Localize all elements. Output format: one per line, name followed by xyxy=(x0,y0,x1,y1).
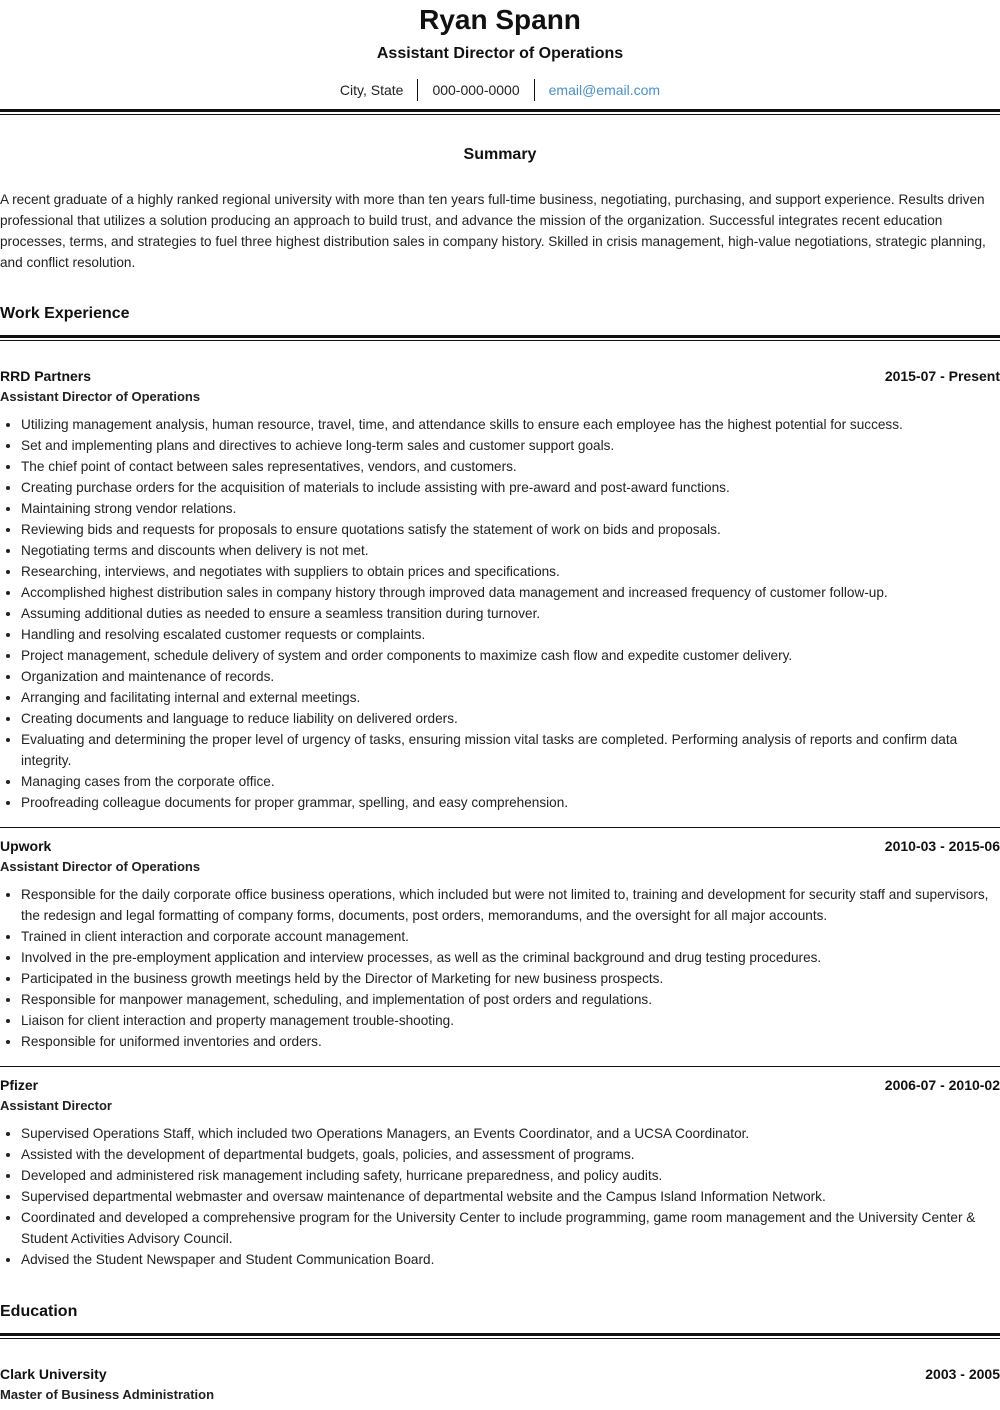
list-item: • Set and implementing plans and directives to achieve long-term sales and customer support goals. xyxy=(21,435,1000,456)
header-divider xyxy=(0,109,1000,115)
summary-section xyxy=(0,144,1000,273)
company-name: Upwork xyxy=(0,838,52,854)
list-item: • Supervised departmental webmaster and oversaw maintenance of departmental website and the Campus Island Information Network. xyxy=(21,1186,1000,1207)
list-item: • Participated in the business growth meetings held by the Director of Marketing for new business prospects. xyxy=(21,968,1000,989)
list-item: • Reviewing bids and requests for proposals to ensure quotations satisfy the statement of work on bids and proposals. xyxy=(21,519,1000,540)
job-role: Assistant Director of Operations xyxy=(0,859,201,874)
summary-text: A recent graduate of a highly ranked regional university with more than ten years full-time business, negotiating, purchasing, and support experience. Results driven professional that utilizes a solution producing an approach to build trust, and advance the mission of the organization. Successful integrates recent education processes, terms, and strategies to fuel three highest distribution sales in company history. Skilled in crisis management, high-value negotiations, strategic planning, and conflict resolution. xyxy=(0,192,986,270)
list-item: • Arranging and facilitating internal and external meetings. xyxy=(21,687,1000,708)
list-item: • Supervised Operations Staff, which included two Operations Managers, an Events Coordinator, and a UCSA Coordinator. xyxy=(21,1123,1000,1144)
school-name: Clark University xyxy=(0,1366,107,1382)
job-dates: 2015-07 - Present xyxy=(884,368,1000,384)
education-dates: 2003 - 2005 xyxy=(925,1366,1000,1382)
list-item: • Advised the Student Newspaper and Student Communication Board. xyxy=(21,1249,1000,1270)
list-item: • Coordinated and developed a comprehensive program for the University Center to include programming, game room management and the University Center & Student Activities Advisory Council. xyxy=(21,1207,1000,1249)
job-bullets xyxy=(0,414,1000,813)
list-item: • Managing cases from the corporate office. xyxy=(21,771,1000,792)
summary-heading: Summary xyxy=(463,146,537,163)
list-item: • Negotiating terms and discounts when delivery is not met. xyxy=(21,540,1000,561)
list-item: • Handling and resolving escalated customer requests or complaints. xyxy=(21,624,1000,645)
list-item: • Liaison for client interaction and property management trouble-shooting. xyxy=(21,1010,1000,1031)
list-item: • Accomplished highest distribution sales in company history through improved data management and increased frequency of customer follow-up. xyxy=(21,582,1000,603)
job-entry xyxy=(0,1075,1000,1270)
job-bullets xyxy=(0,884,1000,1052)
work-experience-heading: Work Experience xyxy=(0,305,130,322)
work-experience-section xyxy=(0,303,1000,1270)
list-item: • Researching, interviews, and negotiates with suppliers to obtain prices and specifications. xyxy=(21,561,1000,582)
list-item: • Organization and maintenance of records. xyxy=(21,666,1000,687)
location-text: City, State xyxy=(339,82,404,98)
job-bullets xyxy=(0,1123,1000,1270)
list-item: • Maintaining strong vendor relations. xyxy=(21,498,1000,519)
job-divider xyxy=(0,827,1000,828)
list-item: • The chief point of contact between sales representatives, vendors, and customers. xyxy=(21,456,1000,477)
candidate-title: Assistant Director of Operations xyxy=(376,45,624,62)
list-item: • Involved in the pre-employment application and interview processes, as well as the criminal background and drug testing procedures. xyxy=(21,947,1000,968)
resume-header xyxy=(0,0,1000,101)
list-item: • Utilizing management analysis, human resource, travel, time, and attendance skills to ensure each employee has the highest potential for success. xyxy=(21,414,1000,435)
list-item: • Creating documents and language to reduce liability on delivered orders. xyxy=(21,708,1000,729)
contact-line xyxy=(0,79,1000,101)
degree-name: Master of Business Administration xyxy=(0,1387,215,1402)
education-heading: Education xyxy=(0,1303,78,1320)
section-divider xyxy=(0,1333,1000,1339)
education-section xyxy=(0,1301,1000,1404)
section-divider xyxy=(0,335,1000,341)
job-divider xyxy=(0,1066,1000,1067)
list-item: • Responsible for uniformed inventories and orders. xyxy=(21,1031,1000,1052)
education-entry xyxy=(0,1364,1000,1404)
list-item: • Assuming additional duties as needed to ensure a seamless transition during turnover. xyxy=(21,603,1000,624)
list-item: • Project management, schedule delivery of system and order components to maximize cash flow and expedite customer delivery. xyxy=(21,645,1000,666)
list-item: • Responsible for manpower management, scheduling, and implementation of post orders and regulations. xyxy=(21,989,1000,1010)
job-dates: 2010-03 - 2015-06 xyxy=(884,838,1000,854)
candidate-name: Ryan Spann xyxy=(419,4,581,35)
list-item: • Developed and administered risk management including safety, hurricane preparedness, and policy audits. xyxy=(21,1165,1000,1186)
list-item: • Proofreading colleague documents for proper grammar, spelling, and easy comprehension. xyxy=(21,792,1000,813)
company-name: RRD Partners xyxy=(0,368,92,384)
job-role: Assistant Director xyxy=(0,1098,112,1113)
job-dates: 2006-07 - 2010-02 xyxy=(884,1077,1000,1093)
list-item: • Creating purchase orders for the acquisition of materials to include assisting with pre-award and post-award functions. xyxy=(21,477,1000,498)
job-entry xyxy=(0,836,1000,1052)
list-item: • Trained in client interaction and corporate account management. xyxy=(21,926,1000,947)
job-entry xyxy=(0,366,1000,813)
list-item: • Assisted with the development of departmental budgets, goals, policies, and assessment of programs. xyxy=(21,1144,1000,1165)
list-item: • Responsible for the daily corporate office business operations, which included but were not limited to, training and development for security staff and supervisors, the redesign and legal formatting of company forms, documents, post orders, memorandums, and the oversight for all major accounts. xyxy=(21,884,1000,926)
list-item: • Evaluating and determining the proper level of urgency of tasks, ensuring mission vital tasks are completed. Performing analysis of reports and confirm data integrity. xyxy=(21,729,1000,771)
job-role: Assistant Director of Operations xyxy=(0,389,201,404)
company-name: Pfizer xyxy=(0,1077,39,1093)
email-link[interactable]: email@email.com xyxy=(548,82,661,98)
phone-text: 000-000-0000 xyxy=(432,82,520,98)
